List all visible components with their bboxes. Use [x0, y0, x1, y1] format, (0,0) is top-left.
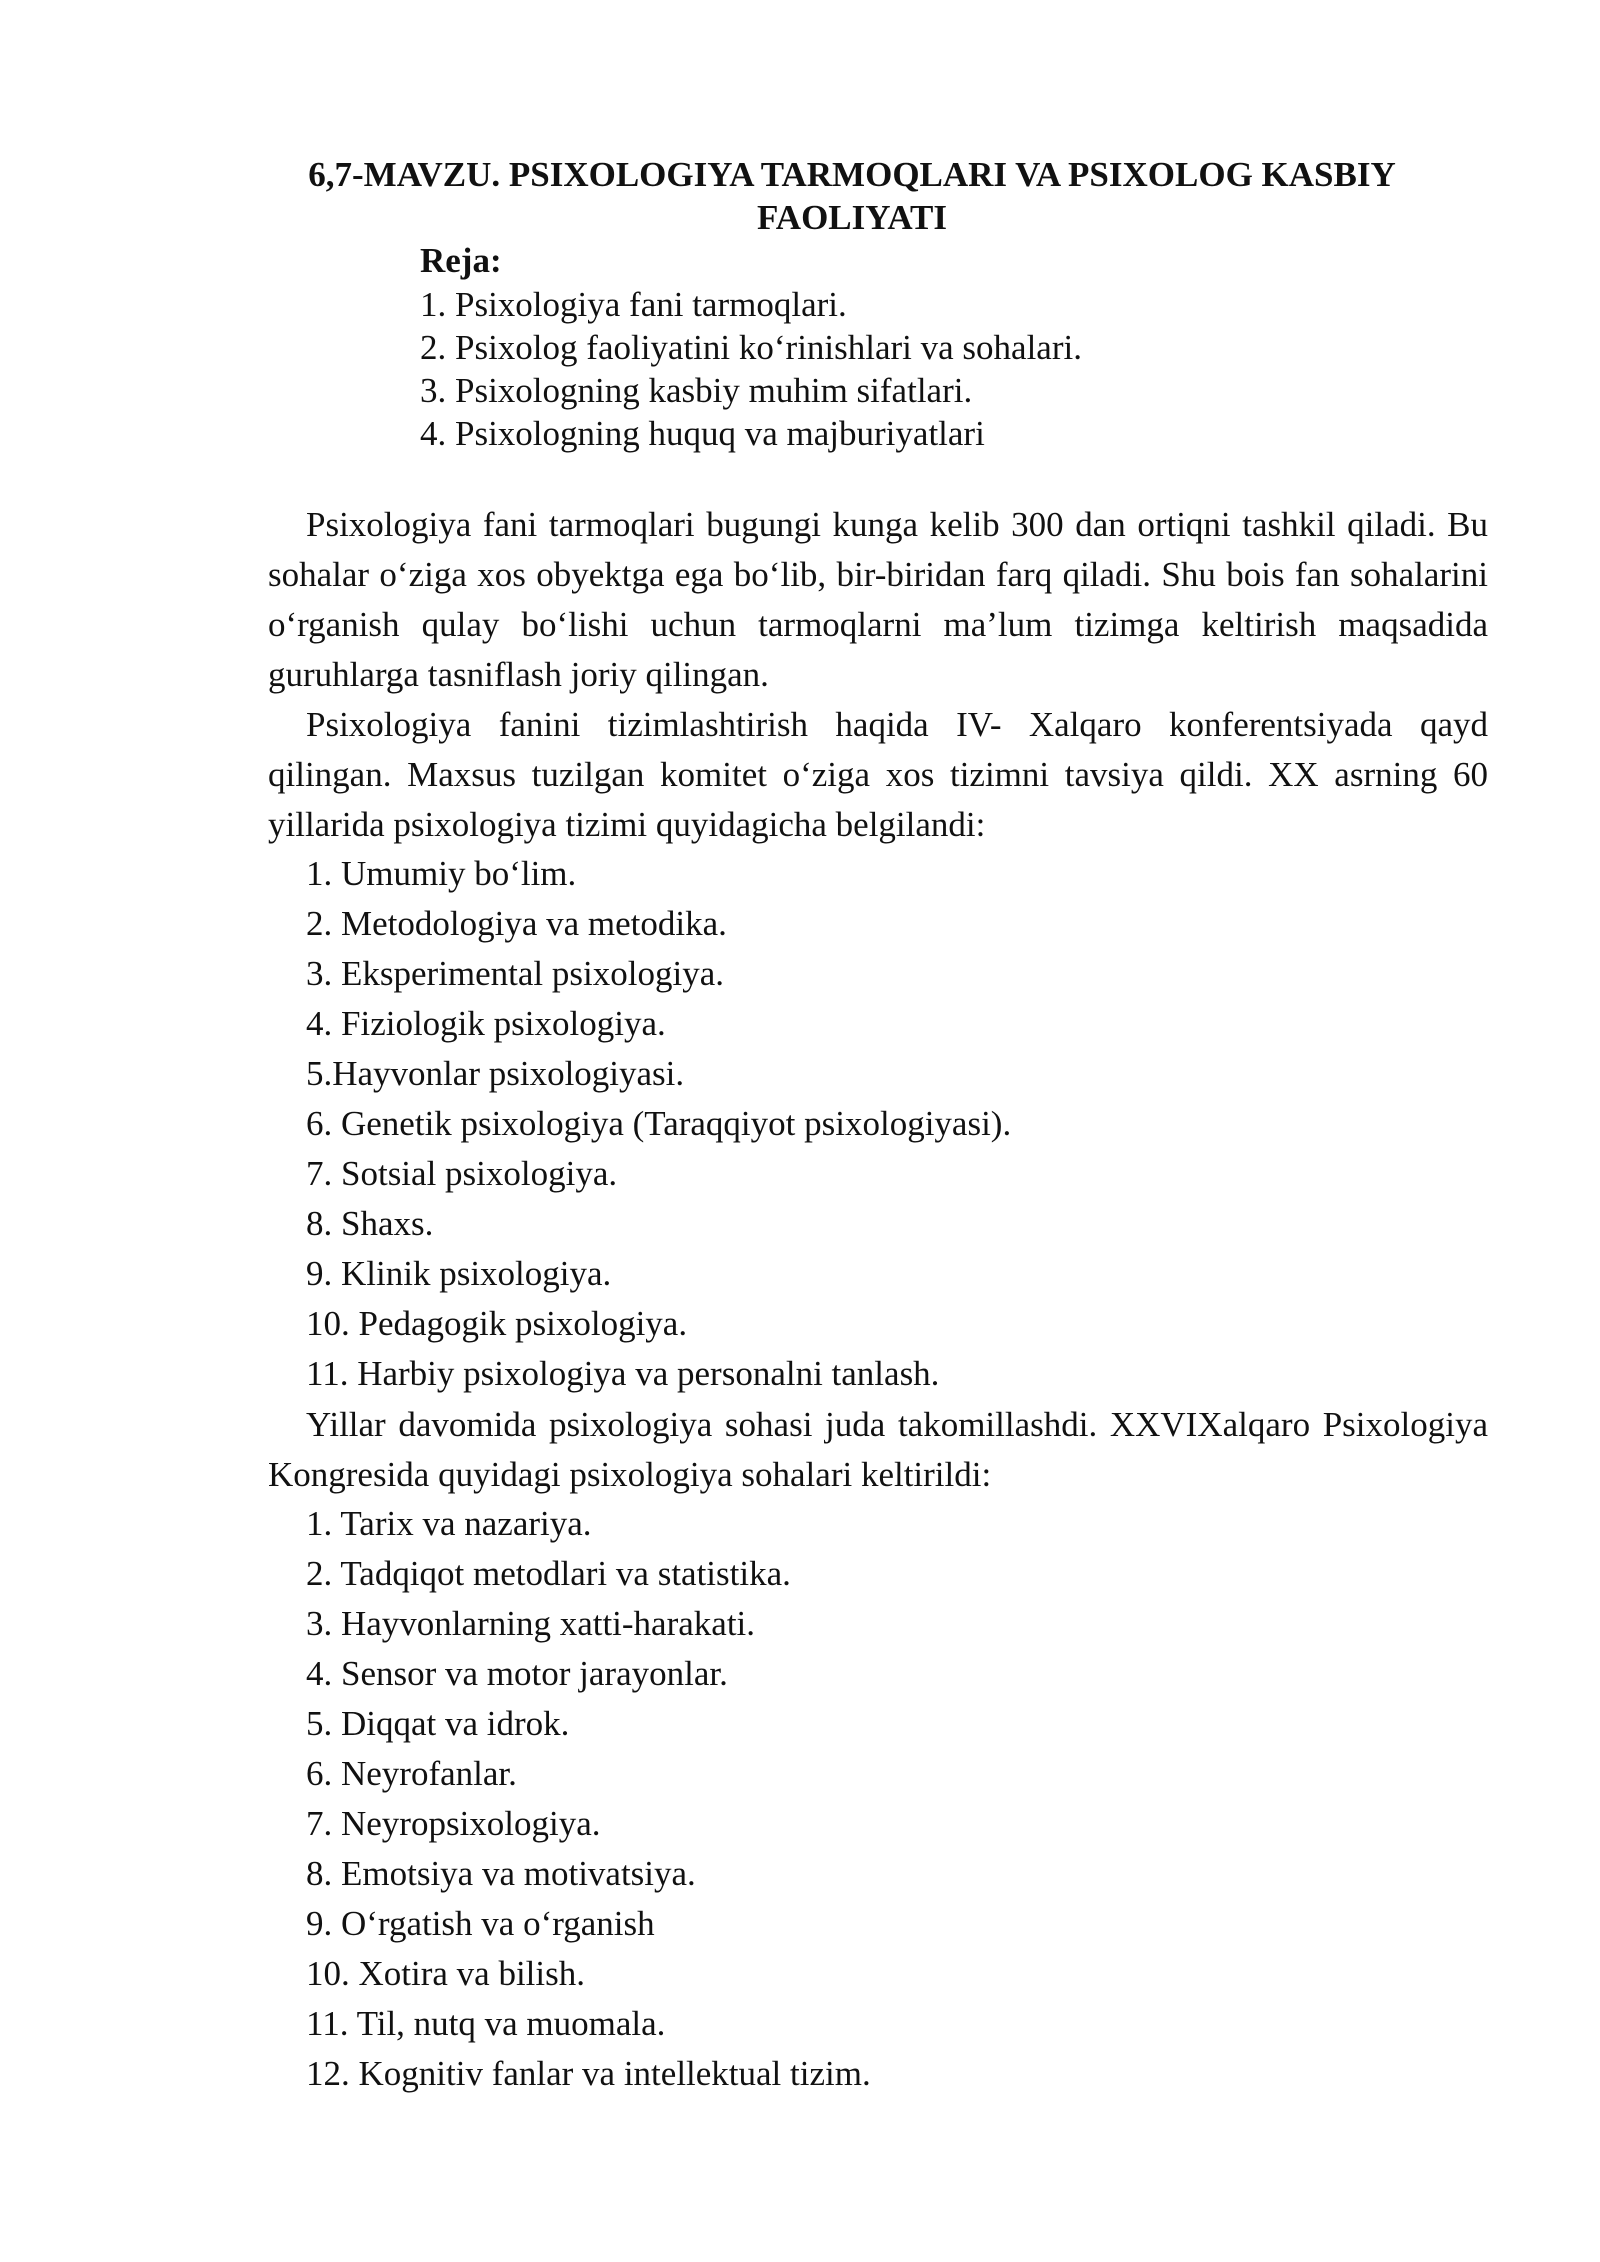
- plan-item: 3. Psixologning kasbiy muhim sifatlari.: [420, 371, 973, 410]
- list-item: 11. Harbiy psixologiya va personalni tanlash.: [306, 1354, 940, 1393]
- list-item: 10. Xotira va bilish.: [306, 1954, 585, 1993]
- plan-item: 1. Psixologiya fani tarmoqlari.: [420, 285, 847, 324]
- list-item: 3. Hayvonlarning xatti-harakati.: [306, 1604, 756, 1643]
- plan-item: 2. Psixolog faoliyatini ko‘rinishlari va sohalari.: [420, 328, 1082, 367]
- list-item: 7. Neyropsixologiya.: [306, 1804, 601, 1843]
- list-item: 11. Til, nutq va muomala.: [306, 2004, 666, 2043]
- list-item: 5.Hayvonlar psixologiyasi.: [306, 1054, 685, 1093]
- list-item: 8. Shaxs.: [306, 1204, 434, 1243]
- plan-item: 4. Psixologning huquq va majburiyatlari: [420, 414, 985, 453]
- paragraph-3: Yillar davomida psixologiya sohasi juda takomillashdi. XXVIXalqaro Psixologiya Kongresida quyidagi psixologiya sohalari keltirildi:: [268, 1405, 1488, 1494]
- plan-heading: Reja:: [420, 241, 502, 280]
- list-item: 9. Klinik psixologiya.: [306, 1254, 612, 1293]
- title-line-1: 6,7-MAVZU. PSIXOLOGIYA TARMOQLARI VA PSIXOLOG KASBIY: [308, 155, 1396, 194]
- list-item: 9. O‘rgatish va o‘rganish: [306, 1904, 655, 1943]
- list-item: 4. Sensor va motor jarayonlar.: [306, 1654, 728, 1693]
- list-item: 2. Metodologiya va metodika.: [306, 904, 727, 943]
- list-item: 6. Neyrofanlar.: [306, 1754, 517, 1793]
- list-item: 7. Sotsial psixologiya.: [306, 1154, 618, 1193]
- list-item: 1. Umumiy bo‘lim.: [306, 854, 577, 893]
- list-item: 2. Tadqiqot metodlari va statistika.: [306, 1554, 791, 1593]
- list-item: 8. Emotsiya va motivatsiya.: [306, 1854, 696, 1893]
- paragraph-2: Psixologiya fanini tizimlashtirish haqida IV- Xalqaro konferentsiyada qayd qilingan. Maxsus tuzilgan komitet o‘ziga xos tizimni tavsiya qildi. XX asrning 60 yillarida psixologiya tizimi quyidagicha belgilandi:: [268, 705, 1488, 844]
- list-item: 3. Eksperimental psixologiya.: [306, 954, 724, 993]
- title-line-2: FAOLIYATI: [757, 198, 947, 237]
- paragraph-1: Psixologiya fani tarmoqlari bugungi kunga kelib 300 dan ortiqni tashkil qiladi. Bu sohalar o‘ziga xos obyektga ega bo‘lib, bir-biridan farq qiladi. Shu bois fan sohalarini o‘rganish qulay bo‘lishi uchun tarmoqlarni ma’lum tizimga keltirish maqsadida guruhlarga tasniflash joriy qilingan.: [268, 505, 1488, 694]
- list-item: 6. Genetik psixologiya (Taraqqiyot psixologiyasi).: [306, 1104, 1012, 1143]
- list-item: 12. Kognitiv fanlar va intellektual tizim.: [306, 2054, 871, 2093]
- list-item: 1. Tarix va nazariya.: [306, 1504, 592, 1543]
- list-item: 4. Fiziologik psixologiya.: [306, 1004, 666, 1043]
- list-item: 10. Pedagogik psixologiya.: [306, 1304, 688, 1343]
- list-item: 5. Diqqat va idrok.: [306, 1704, 570, 1743]
